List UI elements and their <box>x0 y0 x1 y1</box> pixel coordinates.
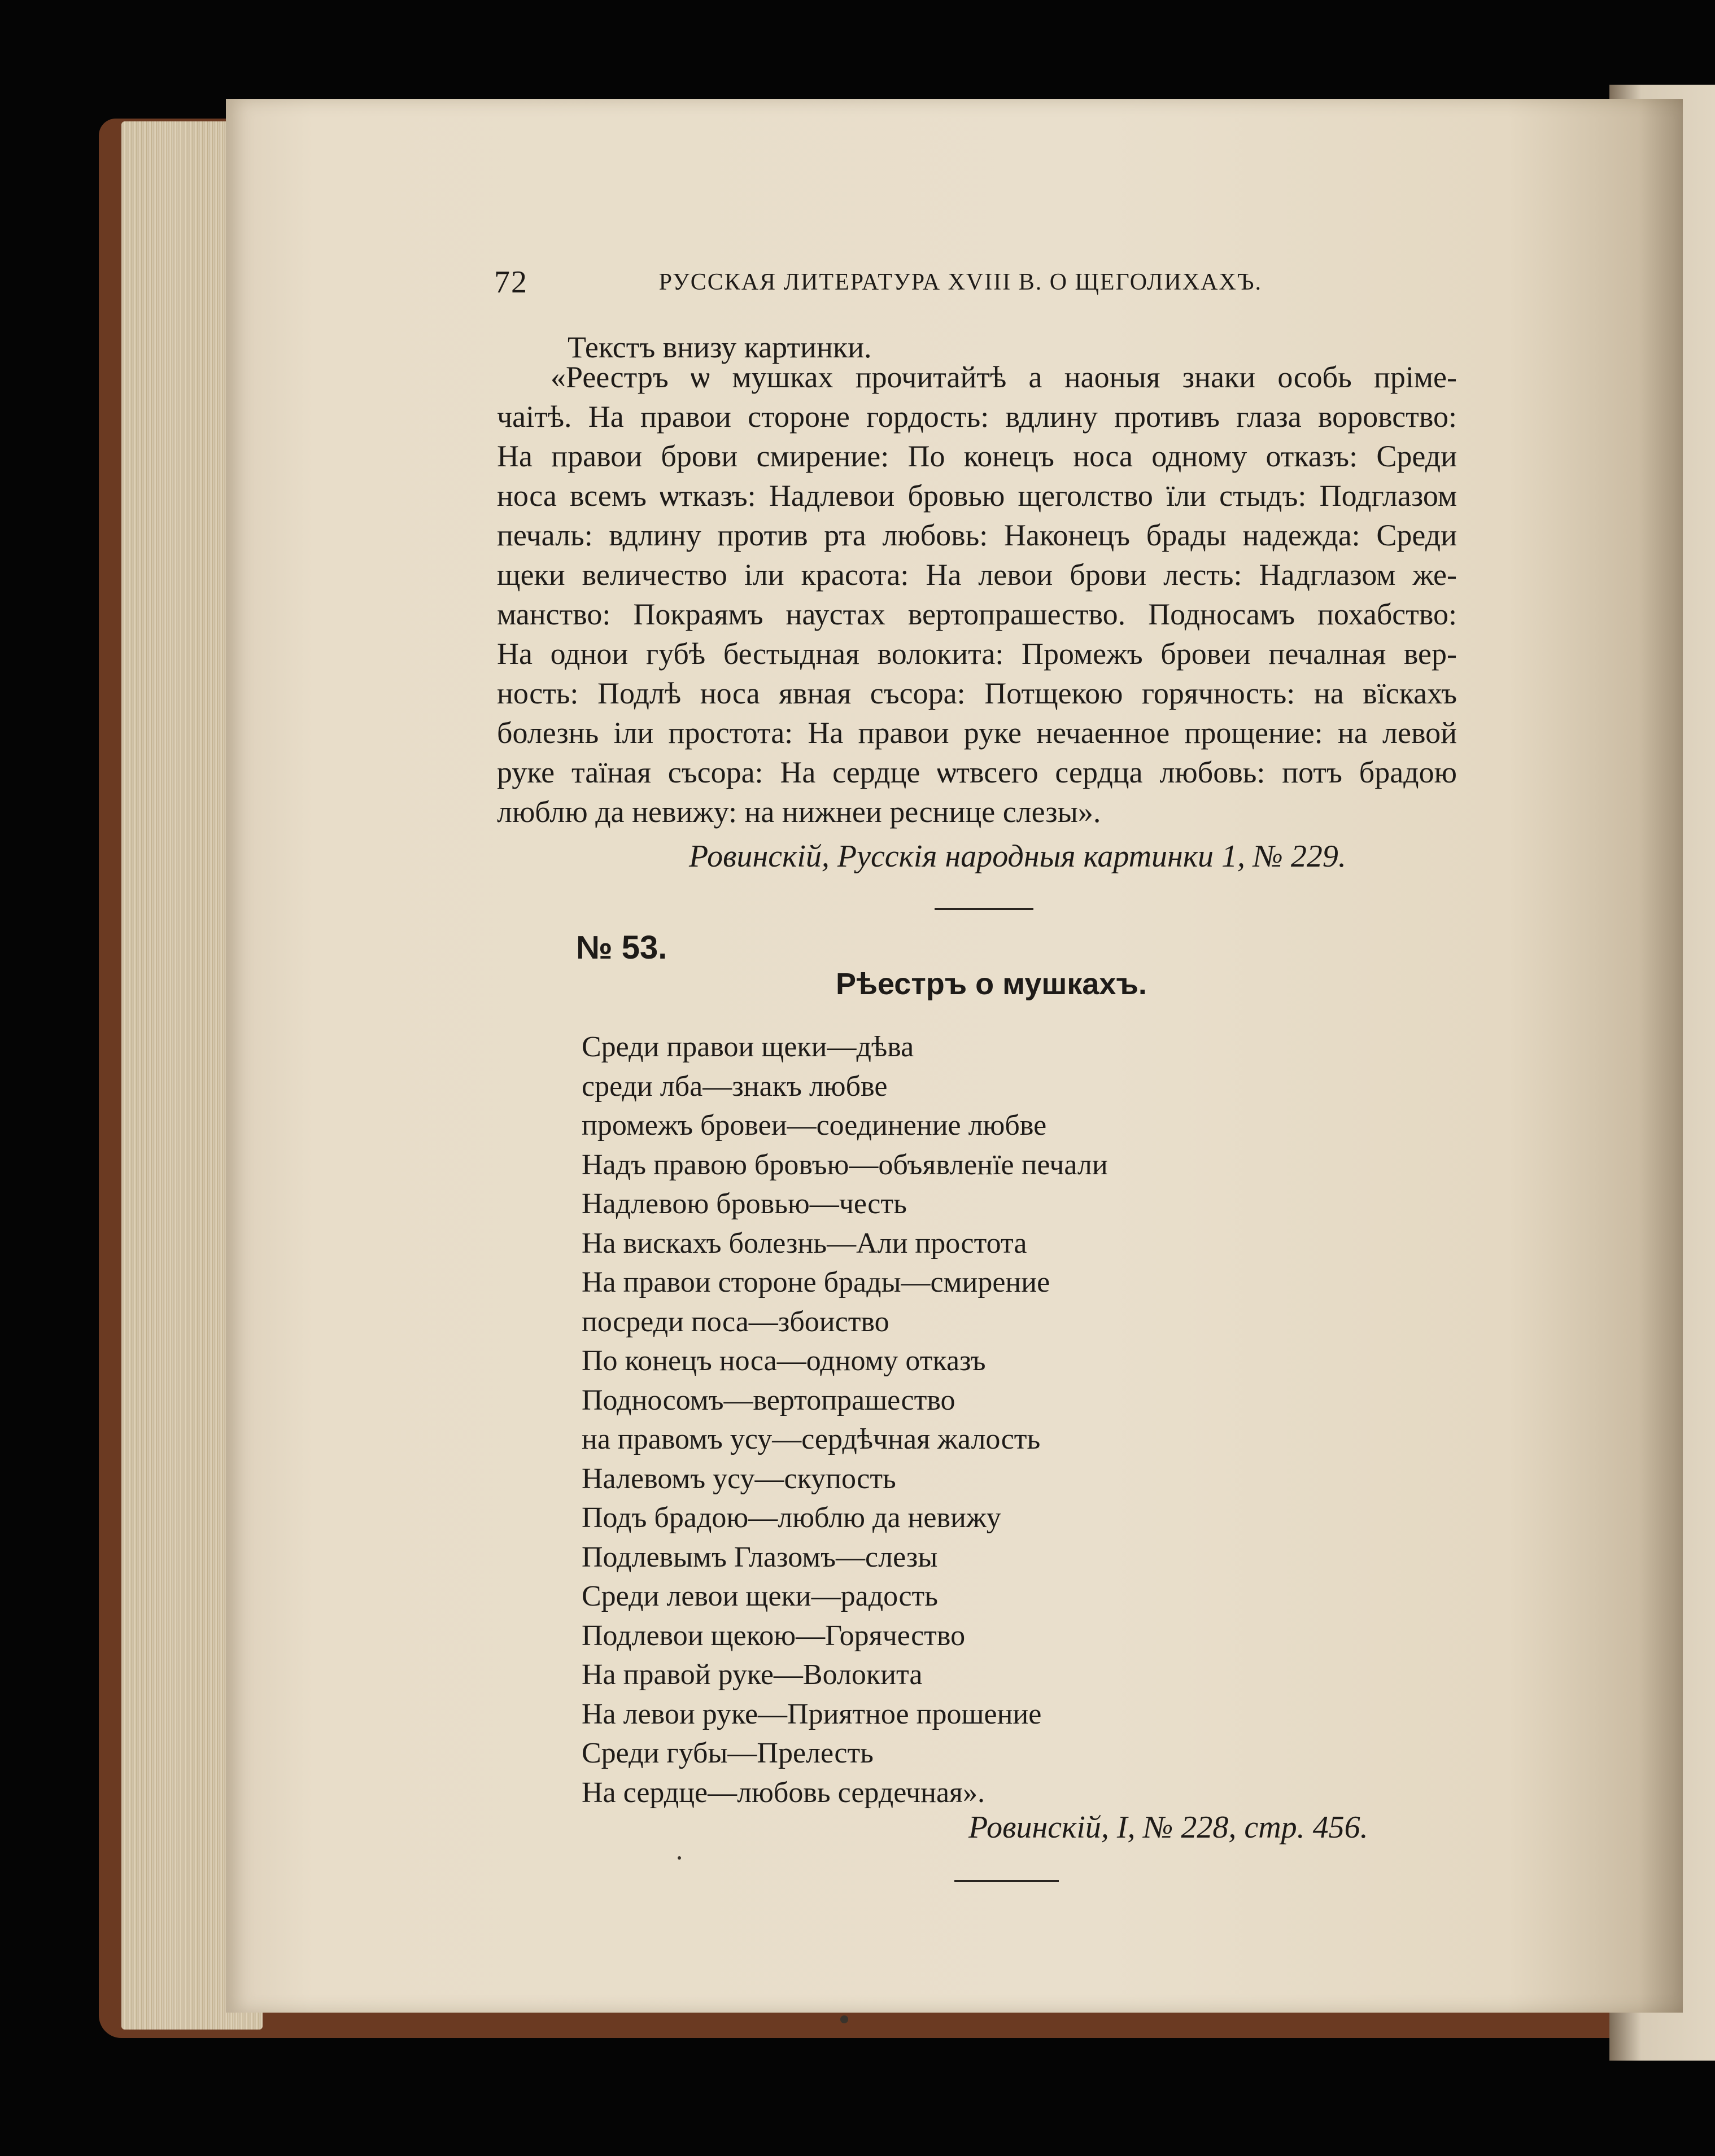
intro-line: ность: Подлѣ носа явная съсора: Потщекою горячность: на вїскахъ <box>497 676 1457 710</box>
intro-line: На однои губѣ бестыдная волокита: Промежъ бровеи печалная вер- <box>497 637 1457 671</box>
intro-caption: Текстъ внизу картинки. <box>568 330 872 364</box>
paper-speck <box>840 2015 848 2023</box>
end-divider <box>954 1880 1059 1882</box>
verse-citation: Ровинскій, I, № 228, стр. 456. <box>968 1810 1368 1845</box>
verse-line: среди лба—знакъ любве <box>582 1070 888 1103</box>
paper-speck <box>678 1856 681 1860</box>
verse-block <box>582 1027 1108 1812</box>
intro-line: чаітѣ. На правои стороне гордость: вдлину противъ глаза воровство: <box>497 400 1457 434</box>
verse-line: Подлевои щекою—Горячество <box>582 1619 966 1652</box>
verse-line: Подъ брадою—люблю да невижу <box>582 1502 1001 1534</box>
verse-line: На вискахъ болезнь—Али простота <box>582 1227 1027 1260</box>
verse-line: На левои руке—Приятное прошение <box>582 1698 1042 1730</box>
running-title: РУССКАЯ ЛИТЕРАТУРА XVIII В. О ЩЕГОЛИХАХЪ. <box>658 269 1262 295</box>
verse-line: промежъ бровеи—соединение любве <box>582 1109 1047 1142</box>
verse-line: Надъ правою бровъю—объявленїе печали <box>582 1148 1108 1181</box>
intro-citation: Ровинскій, Русскія народныя картинки 1, № 229. <box>689 839 1346 874</box>
intro-line: На правои брови смирение: По конецъ носа одному отказъ: Среди <box>497 439 1457 473</box>
verse-line: Налевомъ усу—скупость <box>582 1462 896 1495</box>
verse-line: Среди левои щеки—радость <box>582 1580 938 1612</box>
poem-title: Рѣестръ о мушкахъ. <box>836 967 1147 1001</box>
verse-line: посреди поса—збоиство <box>582 1305 889 1338</box>
intro-line: щеки величество іли красота: На левои брови лесть: Надглазом же- <box>497 558 1457 592</box>
verse-line: Подносомъ—вертопрашество <box>582 1384 955 1416</box>
intro-line: печаль: вдлину против рта любовь: Наконецъ брады надежда: Среди <box>497 518 1457 552</box>
intro-paragraph <box>497 357 1457 832</box>
verse-line: На правой руке—Волокита <box>582 1659 923 1691</box>
verse-line: Подлевымъ Глазомъ—слезы <box>582 1541 938 1573</box>
running-head <box>494 264 1262 304</box>
intro-line: манство: Покраямъ наустах вертопрашество. Подносамъ похабство: <box>497 597 1457 631</box>
intro-line: «Реестръ ѡ мушках прочитайтѣ а наоныя знаки особь прімe- <box>551 360 1457 394</box>
page-number: 72 <box>494 265 528 300</box>
verse-line: Надлевою бровью—честь <box>582 1188 907 1220</box>
item-number: № 53. <box>576 929 667 966</box>
intro-line: руке таїная съсора: На сердце ѡтвсего сердца любовь: потъ брадою <box>497 755 1457 789</box>
verse-line: Среди губы—Прелесть <box>582 1737 874 1769</box>
verse-line: По конецъ носа—одному отказъ <box>582 1345 986 1377</box>
intro-line: носа всемъ ѡтказъ: Надлевои бровью щеголство їли стыдъ: Подглазом <box>497 479 1457 513</box>
intro-line: болезнь іли простота: На правои руке нечаенное прощение: на левой <box>497 716 1457 750</box>
verse-line: На сердце—любовь сердечная». <box>582 1776 985 1809</box>
intro-line: люблю да невижу: на нижнеи реснице слезы». <box>497 795 1101 829</box>
verse-line: Среди правои щеки—дѣва <box>582 1031 914 1063</box>
verse-line: На правои стороне брады—смирение <box>582 1266 1050 1298</box>
verse-line: на правомъ усу—сердѣчная жалость <box>582 1423 1041 1455</box>
section-divider <box>935 908 1033 910</box>
